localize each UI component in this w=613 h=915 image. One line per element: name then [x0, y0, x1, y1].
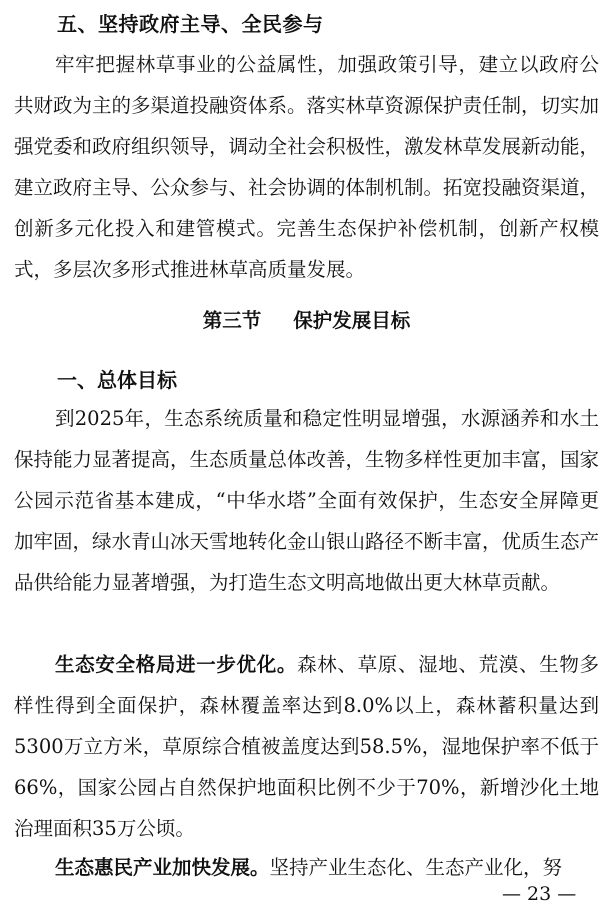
paragraph-body: 坚持产业生态化、生态产业化，努	[269, 856, 563, 879]
section-number: 第三节	[202, 309, 262, 332]
paragraph-2025-goals: 到2025年，生态系统质量和稳定性明显增强，水源涵养和水土保持能力显著提高，生态质量总体改善，生物多样性更加丰富，国家公园示范省基本建成，“中华水塔”全面有效保护，生态安全屏障更加牢固，绿水青山冰天雪地转化金山银山路径不断丰富，优质生态产品供给能力显著增强，为打造生态文明高地做出更大林草贡献。	[14, 407, 600, 594]
section-name: 保护发展目标	[293, 309, 411, 332]
section-title	[0, 306, 613, 336]
paragraph-lead: 生态惠民产业加快发展。	[55, 856, 270, 879]
paragraph-lead: 生态安全格局进一步优化。	[55, 653, 298, 676]
paragraph-ecological-security	[14, 644, 599, 849]
page-number: — 23 —	[502, 883, 577, 905]
paragraph-public-welfare: 牢牢把握林草事业的公益属性，加强政策引导，建立以政府公共财政为主的多渠道投融资体系。落实林草资源保护责任制，切实加强党委和政府组织领导，调动全社会积极性，激发林草发展新动能，建立政府主导、公众参与、社会协调的体制机制。拓宽投融资渠道，创新多元化投入和建管模式。完善生态保护补偿机制，创新产权模式，多层次多形式推进林草高质量发展。	[14, 53, 600, 281]
heading-overall-goals: 一、总体目标	[57, 368, 177, 392]
paragraph-body: 森林、草原、湿地、荒漠、生物多样性得到全面保护，森林覆盖率达到8.0%以上，森林蓄积量达到5300万立方米，草原综合植被盖度达到58.5%，湿地保护率不低于66%，国家公园占自然保护地面积比例不少于70%，新增沙化土地治理面积35万公顷。	[14, 653, 599, 840]
heading-government-led: 五、坚持政府主导、全民参与	[57, 12, 324, 36]
